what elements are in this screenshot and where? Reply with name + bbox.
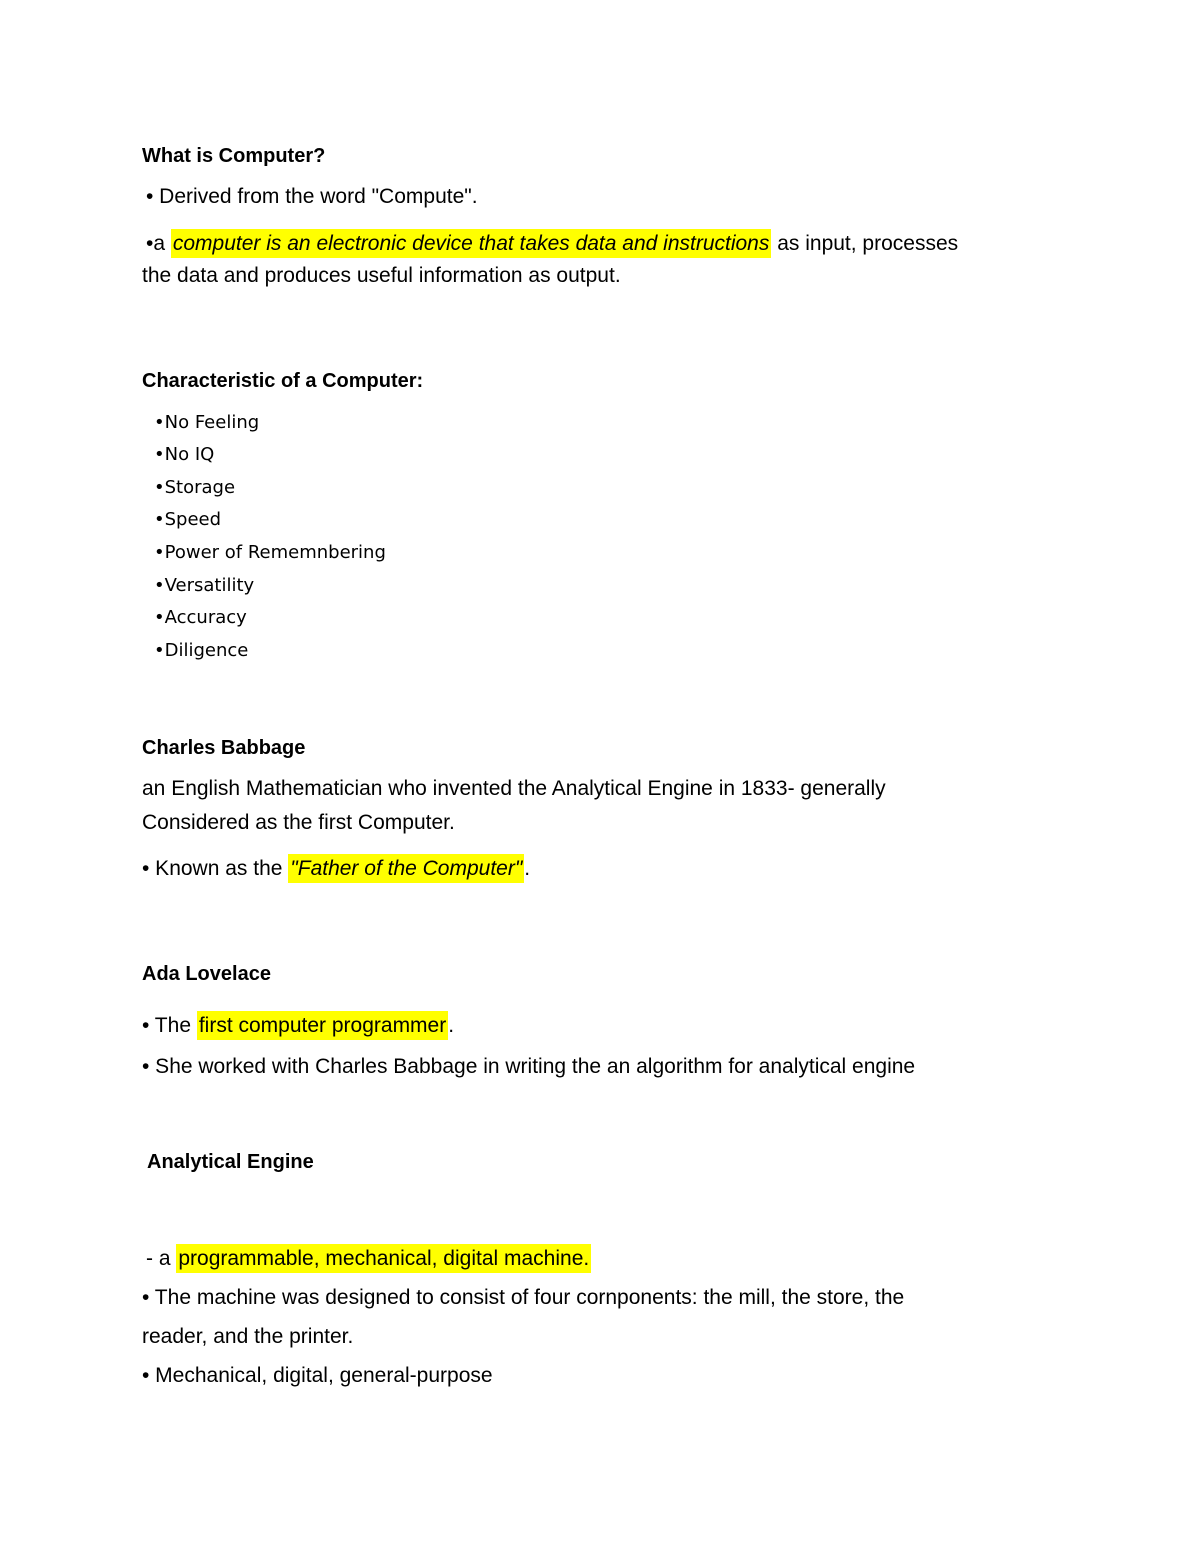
list-item: •Storage — [154, 477, 236, 498]
heading-characteristics: Characteristic of a Computer: — [142, 370, 424, 392]
bullet-first-programmer — [142, 1011, 454, 1041]
programmer-suffix: . — [448, 1014, 455, 1037]
babbage-description-line1: an English Mathematician who invented the Analytical Engine in 1833- generally — [142, 777, 886, 800]
list-item: •Power of Rememnbering — [154, 542, 386, 563]
list-item: •Diligence — [154, 640, 249, 661]
engine-definition — [146, 1244, 591, 1274]
heading-analytical-engine: Analytical Engine — [147, 1151, 314, 1173]
list-item: •Versatility — [154, 575, 255, 596]
definition-prefix: •a — [146, 232, 171, 255]
bullet-four-components: • The machine was designed to consist of four cornponents: the mill, the store, the — [142, 1286, 905, 1309]
list-item: •Accuracy — [154, 607, 247, 628]
bullet-mechanical-digital: • Mechanical, digital, general-purpose — [142, 1364, 493, 1387]
list-item: •No Feeling — [154, 412, 260, 433]
engine-highlight: programmable, mechanical, digital machine. — [176, 1244, 591, 1273]
babbage-description-line2: Considered as the first Computer. — [142, 811, 455, 834]
list-item: •Speed — [154, 509, 222, 530]
list-item: •No IQ — [154, 444, 215, 465]
heading-what-is-computer: What is Computer? — [142, 145, 326, 167]
father-suffix: . — [524, 857, 531, 880]
heading-charles-babbage: Charles Babbage — [142, 737, 306, 759]
definition-suffix: as input, processes — [771, 232, 959, 255]
engine-prefix: - a — [146, 1247, 177, 1270]
bullet-worked-with-babbage: • She worked with Charles Babbage in writing the an algorithm for analytical engine — [142, 1055, 916, 1078]
four-components-continuation: reader, and the printer. — [142, 1325, 354, 1348]
definition-highlight: computer is an electronic device that takes data and instructions — [171, 229, 772, 258]
bullet-computer-definition — [146, 229, 958, 259]
definition-continuation: the data and produces useful information as output. — [142, 264, 621, 287]
programmer-prefix: • The — [142, 1014, 197, 1037]
programmer-highlight: first computer programmer — [197, 1011, 448, 1040]
bullet-father-of-computer — [142, 854, 530, 884]
bullet-derived-from: • Derived from the word "Compute". — [146, 185, 478, 208]
father-prefix: • Known as the — [142, 857, 289, 880]
heading-ada-lovelace: Ada Lovelace — [142, 963, 271, 985]
father-highlight: "Father of the Computer" — [288, 854, 524, 883]
